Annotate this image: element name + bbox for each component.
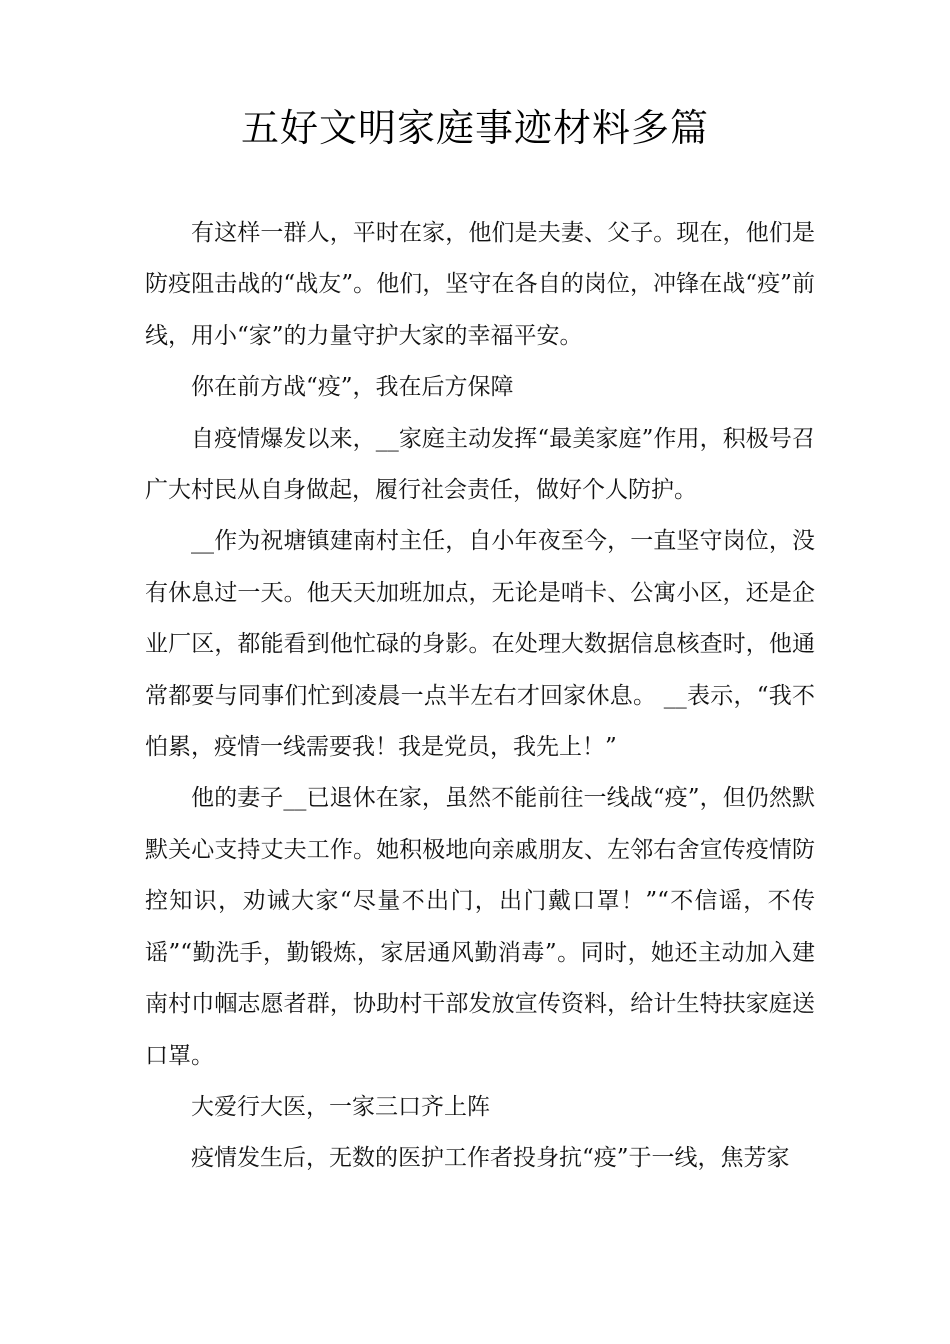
section-heading-doctors: 大爱行大医，一家三口齐上阵 [191, 1093, 490, 1120]
document-body [145, 208, 815, 1185]
paragraph-medical-workers: 疫情发生后，无数的医护工作者投身抗“疫”于一线，焦芳家 [191, 1145, 790, 1172]
section-heading-support: 你在前方战“疫”，我在后方保障 [191, 374, 514, 401]
paragraph-wife: 他的妻子__已退休在家，虽然不能前往一线战“疫”，但仍然默默关心支持丈夫工作。她积极地向亲戚朋友、左邻右舍宣传疫情防控知识，劝诫大家“尽量不出门，出门戴口罩！”“不信谣，不传谣”“勤洗手，勤锻炼，家居通风勤消毒”。同时，她还主动加入建南村巾帼志愿者群，协助村干部发放宣传资料，给计生特扶家庭送口罩。 [145, 785, 815, 1069]
document-title: 五好文明家庭事迹材料多篇 [240, 106, 709, 150]
paragraph-village-director: __作为祝塘镇建南村主任，自小年夜至今，一直坚守岗位，没有休息过一天。他天天加班加点，无论是哨卡、公寓小区，还是企业厂区，都能看到他忙碌的身影。在处理大数据信息核查时，他通常都要与同事们忙到凌晨一点半左右才回家休息。 __表示，“我不怕累，疫情一线需要我！我是党员，我先上！” [145, 528, 815, 761]
paragraph-intro: 有这样一群人，平时在家，他们是夫妻、父子。现在，他们是防疫阻击战的“战友”。他们，坚守在各自的岗位，冲锋在战“疫”前线，用小“家”的力量守护大家的幸福平安。 [145, 220, 815, 349]
paragraph-family-role: 自疫情爆发以来，__家庭主动发挥“最美家庭”作用，积极号召广大村民从自身做起，履行社会责任，做好个人防护。 [145, 425, 815, 504]
